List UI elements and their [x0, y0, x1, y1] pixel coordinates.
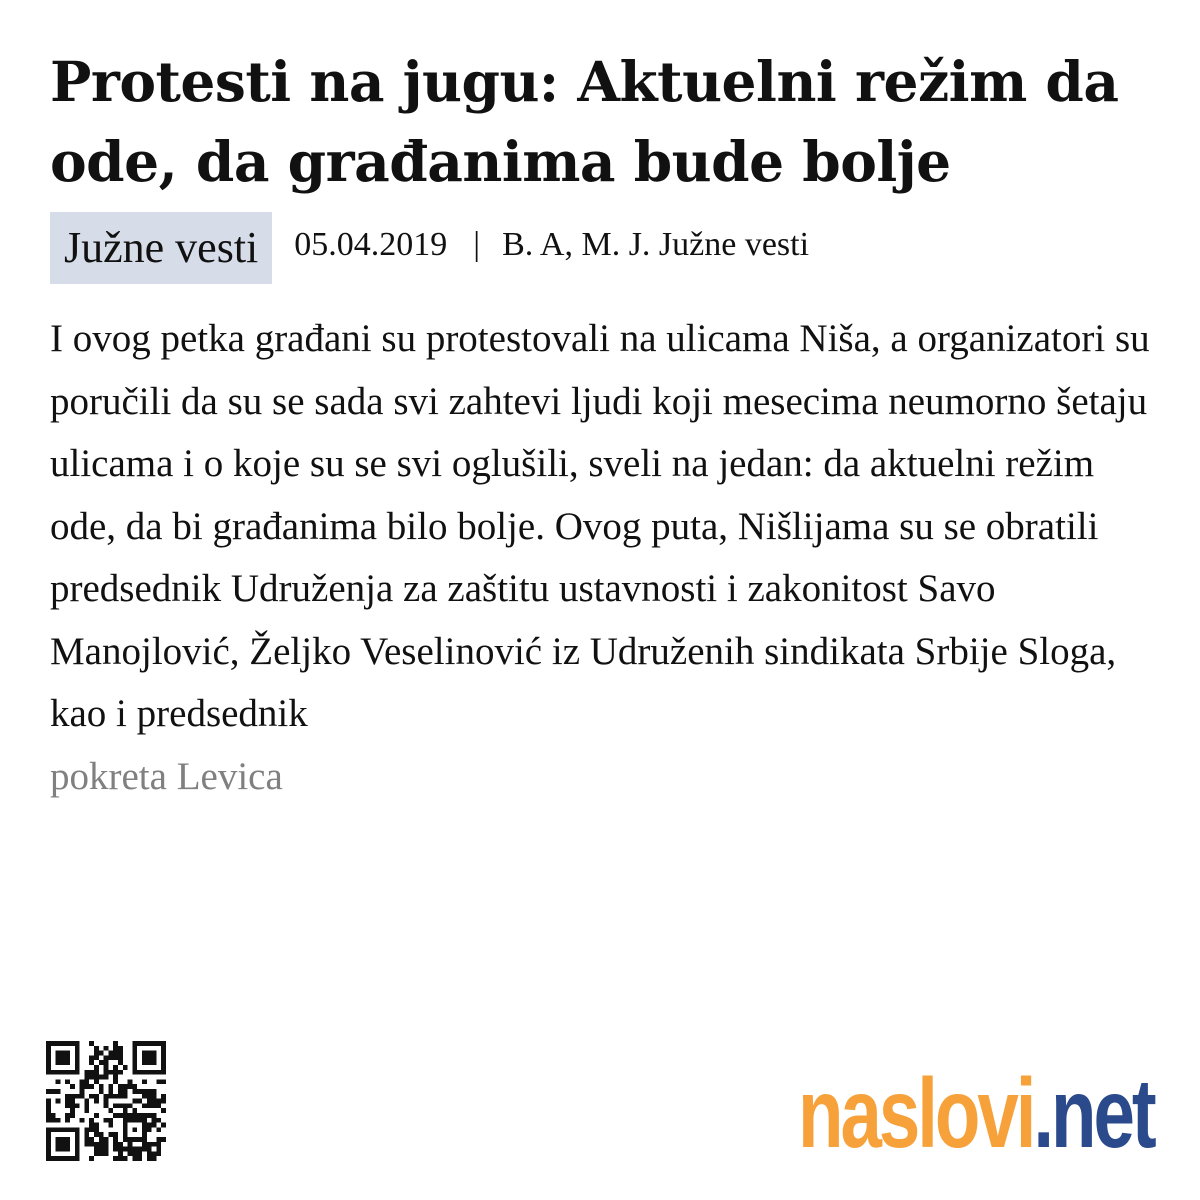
meta-info: [294, 226, 809, 264]
article-date: 05.04.2019: [294, 226, 448, 263]
source-badge[interactable]: Južne vesti: [50, 212, 272, 284]
article-container: [50, 42, 1160, 808]
naslovi-logo[interactable]: [798, 1058, 1154, 1168]
qr-code-icon[interactable]: [46, 1038, 166, 1164]
logo-text-net: .net: [1033, 1058, 1154, 1168]
article-meta: [50, 212, 1160, 284]
article-text-faded: pokreta Levica: [50, 754, 283, 798]
article-author: B. A, M. J. Južne vesti: [502, 226, 810, 263]
meta-separator: |: [473, 226, 481, 263]
article-body: [50, 308, 1150, 808]
article-text: I ovog petka građani su protestovali na ulicama Niša, a organizatori su poručili da su se sada svi zahtevi ljudi koji mesecima neumorno šetaju ulicama i o koje su se svi oglušili, sveli na jedan: da aktuelni režim ode, da bi građanima bilo bolje. Ovog puta, Nišlijama su se obratili predsednik Udruženja za zaštitu ustavnosti i zakonitost Savo Manojlović, Željko Veselinović iz Udruženih sindikata Srbije Sloga, kao i predsednik: [50, 317, 1150, 735]
logo-text-naslovi: naslovi: [798, 1058, 1034, 1168]
article-headline: Protesti na jugu: Aktuelni režim da ode, da građanima bude bolje: [50, 49, 1119, 194]
